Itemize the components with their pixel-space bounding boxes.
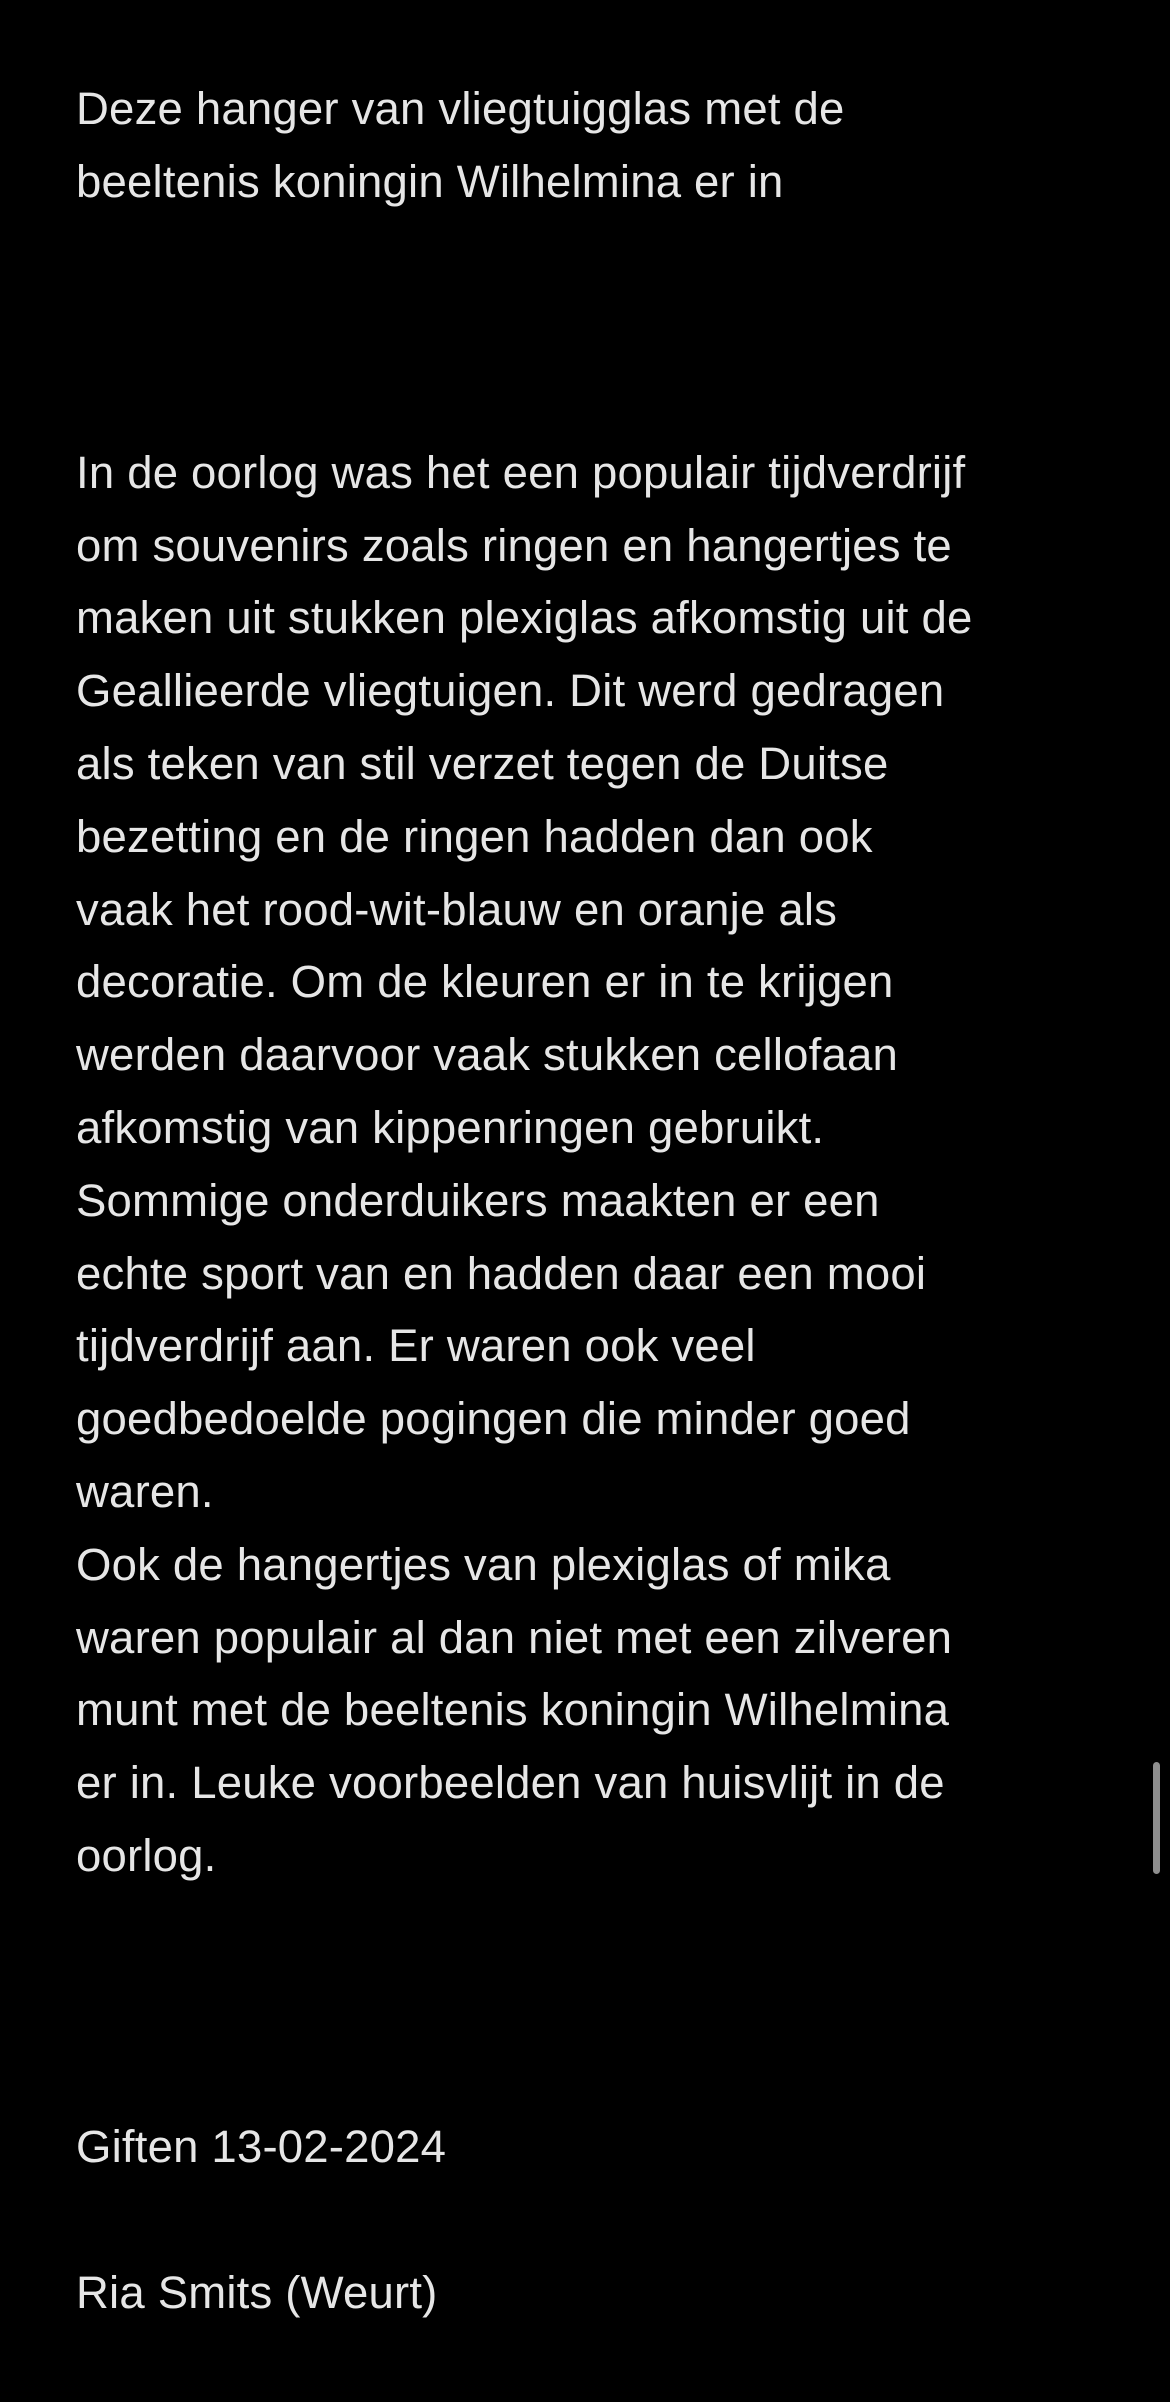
note-gift-line: Giften 13-02-2024 bbox=[76, 2121, 447, 2173]
note-content bbox=[76, 0, 1116, 2402]
paragraph-gap bbox=[76, 1966, 1116, 2039]
note-body: In de oorlog was het een populair tijdverdrijf om souvenirs zoals ringen en hangertjes te maken uit stukken plexiglas afkomstig uit de Geallieerde vliegtuigen. Dit werd gedragen als teken van stil verzet tegen de Duitse bezetting en de ringen hadden dan ook vaak het rood-wit-blauw en oranje als decoratie. Om de kleuren er in te krijgen werden daarvoor vaak stukken cellofaan afkomstig van kippenringen gebruikt. Sommige onderduikers maakten er een echte sport van en hadden daar een mooi tijdverdrijf aan. Er waren ook veel goedbedoelde pogingen die minder goed waren. Ook de hangertjes van plexiglas of mika waren populair al dan niet met een zilveren munt met de beeltenis koningin Wilhelmina er in. Leuke voorbeelden van huisvlijt in de oorlog. bbox=[76, 446, 973, 1881]
note-intro: Deze hanger van vliegtuigglas met de beeltenis koningin Wilhelmina er in bbox=[76, 82, 845, 207]
note-donor-line: Ria Smits (Weurt) bbox=[76, 2266, 438, 2318]
vertical-scrollbar[interactable] bbox=[1153, 1762, 1160, 1874]
paragraph-gap bbox=[76, 291, 1116, 364]
